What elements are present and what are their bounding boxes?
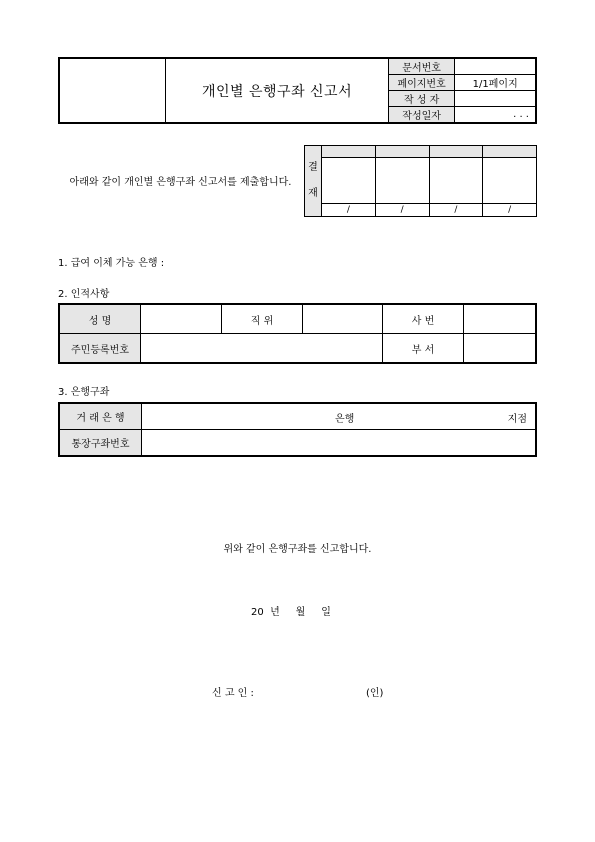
approval-date-4[interactable]: / [483, 204, 537, 217]
signer-label: 신 고 인 : [212, 688, 254, 699]
approval-side-bottom: 재 [308, 188, 318, 199]
dept-value[interactable] [464, 334, 537, 364]
resident-no-label: 주민등록번호 [59, 334, 141, 364]
bank-account-table [58, 402, 537, 457]
account-label: 통장구좌번호 [59, 430, 142, 457]
intro-text: 아래와 같이 개인별 은행구좌 신고서를 제출합니다. [69, 177, 292, 188]
approval-side-label [305, 146, 322, 217]
date-label: 작성일자 [388, 107, 455, 124]
declaration-text: 위와 같이 은행구좌를 신고합니다. [223, 544, 372, 555]
author-label: 작 성 자 [388, 91, 455, 107]
date-line[interactable]: 20 년 월 일 [251, 607, 331, 618]
name-label: 성 명 [59, 304, 141, 334]
approval-sign-1[interactable] [322, 158, 376, 204]
approval-head-4 [483, 146, 537, 158]
bank-label: 거 래 은 행 [59, 403, 142, 430]
section-1-heading: 1. 급여 이체 가능 은행 : [58, 258, 165, 269]
emp-no-label: 사 번 [383, 304, 464, 334]
resident-no-value[interactable] [141, 334, 383, 364]
section-3-heading: 3. 은행구좌 [58, 387, 110, 398]
seal-mark[interactable]: (인) [366, 688, 384, 699]
approval-sign-2[interactable] [375, 158, 429, 204]
emp-no-value[interactable] [464, 304, 537, 334]
approval-table [304, 145, 537, 217]
approval-head-3 [429, 146, 483, 158]
approval-side-top: 결 [308, 162, 318, 173]
approval-date-2[interactable]: / [375, 204, 429, 217]
approval-head-1 [322, 146, 376, 158]
page-no-value: 1/1페이지 [455, 75, 536, 91]
personal-info-table [58, 303, 537, 364]
author-value[interactable] [455, 91, 536, 107]
position-value[interactable] [303, 304, 383, 334]
header-table [58, 57, 537, 124]
branch-suffix: 지점 [507, 414, 527, 425]
section-2-heading: 2. 인적사항 [58, 289, 110, 300]
dept-label: 부 서 [383, 334, 464, 364]
logo-cell [59, 58, 166, 123]
approval-date-3[interactable]: / [429, 204, 483, 217]
bank-value[interactable] [142, 403, 537, 430]
page-no-label: 페이지번호 [388, 75, 455, 91]
approval-head-2 [375, 146, 429, 158]
date-value[interactable]: . . . [455, 107, 536, 124]
account-value[interactable] [142, 430, 537, 457]
approval-date-1[interactable]: / [322, 204, 376, 217]
bank-suffix: 은행 [335, 414, 355, 425]
doc-no-label: 문서번호 [388, 58, 455, 75]
position-label: 직 위 [222, 304, 303, 334]
doc-no-value[interactable] [455, 58, 536, 75]
document-title: 개인별 은행구좌 신고서 [166, 58, 389, 123]
approval-sign-4[interactable] [483, 158, 537, 204]
approval-sign-3[interactable] [429, 158, 483, 204]
name-value[interactable] [141, 304, 222, 334]
